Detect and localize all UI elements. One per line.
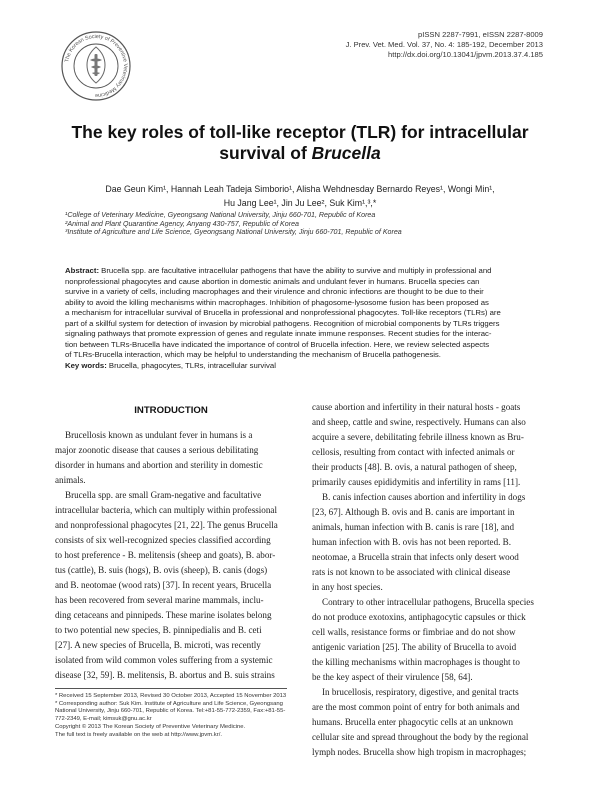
abstract-line: a mechanism for intracellular survival of Brucella in professional and nonprofessional phagocytes. Toll-like receptors (TLRs) are xyxy=(65,308,501,317)
svg-text:The Korean Society of Preventi: The Korean Society of Preventive Veterinary Medicine xyxy=(64,33,129,99)
text-line: disorder in humans and abortion and sterility in domestic xyxy=(55,460,263,470)
text-line: acquire a severe, debilitating febrile illness known as Bru- xyxy=(312,432,524,442)
paper-title xyxy=(60,122,540,164)
text-line: do not produce exotoxins, antiphagocytic capsules or thick xyxy=(312,612,526,622)
text-line: ding cetaceans and pinnipeds. These marine isolates belong xyxy=(55,610,272,620)
keywords-line: Key words: Brucella, phagocytes, TLRs, intracellular survival xyxy=(65,360,276,370)
text-line: rats is not known to be associated with clinical disease xyxy=(312,567,511,577)
text-line: antigenic variation [25]. The ability of Brucella to avoid xyxy=(312,642,517,652)
abstract-line: Abstract: Brucella spp. are facultative intracellular pathogens that have the ability to survive and multiply in professional and xyxy=(65,266,492,275)
text-line: Brucella spp. are small Gram-negative and facultative xyxy=(65,490,262,500)
abstract-line: of TLRs-Brucella interaction, which may be helpful to understanding the mechanism of Brucella pathogenesis. xyxy=(65,350,441,359)
authors-line-2: Hu Jang Lee¹, Jin Ju Lee², Suk Kim¹,³,* xyxy=(223,197,377,208)
abstract-line: survive in a variety of cells, including macrophages and their virulence and chronic infections are thought to be due to their xyxy=(65,287,484,296)
abstract-line: tion between TLRs-Brucella have indicated the importance of control of Brucella infection. Here, we review selected aspects xyxy=(65,339,490,349)
text-line: and nonprofessional phagocytes [21, 22]. The genus Brucella xyxy=(55,520,278,530)
title-line-1: The key roles of toll-like receptor (TLR) for intracellular xyxy=(71,122,529,142)
text-line: animals. xyxy=(55,475,86,485)
text-line: and B. neotomae (wood rats) [37]. In recent years, Brucella xyxy=(55,580,272,590)
text-line: their products [48]. B. ovis, a natural pathogen of sheep, xyxy=(312,462,517,472)
text-line: the killing mechanisms within macrophages is thought to xyxy=(312,657,520,667)
text-line: has been recovered from several marine mammals, inclu- xyxy=(55,595,264,605)
text-line: primarily causes epididymitis and infertility in rams [11]. xyxy=(312,477,521,487)
citation-line: J. Prev. Vet. Med. Vol. 37, No. 4: 185-192, December 2013 xyxy=(345,40,543,49)
footnote-corresponding-cont: National University, Jinju 660-701, Republic of Korea. Tel:+81-55-772-2359, Fax:+81-55- xyxy=(55,708,286,715)
affiliation-2: ²Animal and Plant Quarantine Agency, Anyang 430-757, Republic of Korea xyxy=(65,219,299,228)
abstract-label: Abstract: xyxy=(65,266,100,275)
issn-line: pISSN 2287-7991, eISSN 2287-8009 xyxy=(418,30,543,39)
text-line: to host preference - B. melitensis (sheep and goats), B. abor- xyxy=(55,550,276,560)
text-line: In brucellosis, respiratory, digestive, and genital tracts xyxy=(322,687,519,697)
text-line: major zoonotic disease that causes a serious debilitating xyxy=(55,445,259,455)
text-line: isolated from wild common voles suffering from a systemic xyxy=(55,655,273,665)
author-list xyxy=(60,183,540,210)
affiliations xyxy=(65,211,402,237)
authors-line-1: Dae Geun Kim¹, Hannah Leah Tadeja Simborio¹, Alisha Wehdnesday Bernardo Reyes¹, Wongi Min¹, xyxy=(105,184,495,194)
text-line: cellular site and spread throughout the body by the regional xyxy=(312,732,529,742)
text-line: cause abortion and infertility in their natural hosts - goats xyxy=(312,402,521,412)
left-column xyxy=(55,400,287,683)
intro-text-right xyxy=(312,400,546,760)
text-line: human infection with B. ovis has not been reported. B. xyxy=(312,537,512,547)
abstract-line: part of a skillful system for detection of invasion by microbial pathogens. Recognition of microbial components by TLRs triggers xyxy=(65,318,500,328)
text-line: Brucellosis known as undulant fever in humans is a xyxy=(65,430,253,440)
text-line: disease [32, 59]. B. melitensis, B. abortus and B. suis strains xyxy=(55,670,275,680)
keywords-label: Key words: xyxy=(65,360,107,370)
text-line: and sheep, cattle and swine, respectively. Humans can also xyxy=(312,417,526,427)
title-line-2: survival of Brucella xyxy=(219,143,381,163)
text-line: cellosis, resulting from contact with infected animals or xyxy=(312,447,515,457)
text-line: [27]. A new species of Brucella, B. microti, was recently xyxy=(55,640,261,650)
abstract-line: ability to avoid the killing mechanisms within macrophages. Inhibition of phagosome-lysosome fusion has been proposed as xyxy=(65,297,489,307)
journal-header xyxy=(346,30,543,60)
footnotes xyxy=(55,688,287,739)
intro-text-left xyxy=(55,428,287,683)
affiliation-1: ¹College of Veterinary Medicine, Gyeongsang National University, Jinju 660-701, Republic of Korea xyxy=(65,211,376,219)
doi-line: http://dx.doi.org/10.13041/jpvm.2013.37.4.185 xyxy=(388,50,543,59)
text-line: tus (cattle), B. suis (hogs), B. ovis (sheep), B. canis (dogs) xyxy=(55,565,268,575)
footnote-corresponding: * Corresponding author: Suk Kim. Institute of Agriculture and Life Science, Gyeongsang xyxy=(55,700,283,707)
abstract-line: signaling pathways that promote expression of genes and regulate innate immune responses. Recent studies for the interac- xyxy=(65,329,492,338)
text-line: are the most common point of entry for both animals and xyxy=(312,702,520,712)
text-line: in any host species. xyxy=(312,582,383,592)
text-line: humans. Brucella enter phagocytic cells at an unknown xyxy=(312,717,514,727)
section-heading-introduction: INTRODUCTION xyxy=(134,405,208,416)
abstract xyxy=(65,266,535,371)
text-line: neotomae, a Brucella strain that infects only desert wood xyxy=(312,552,519,562)
text-line: [23, 67]. Although B. ovis and B. canis are important in xyxy=(312,507,515,517)
abstract-line: nonprofessional phagocytes and cause abortion in domestic animals and undulant fever in humans. Brucella species can xyxy=(65,276,480,286)
affiliation-3: ³Institute of Agriculture and Life Science, Gyeongsang National University, Jinju 660-701, Republic of Korea xyxy=(65,228,402,237)
footnote-received: * Received 15 September 2013, Revised 30 October 2013, Accepted 15 November 2013 xyxy=(55,693,287,699)
text-line: B. canis infection causes abortion and infertility in dogs xyxy=(322,492,526,502)
text-line: Contrary to other intracellular pathogens, Brucella species xyxy=(322,597,534,607)
footnote-copyright: Copyright © 2013 The Korean Society of Preventive Veterinary Medicine. xyxy=(55,723,246,730)
right-column xyxy=(312,400,546,760)
footnote-corresponding-cont: 772-2349, E-mail; kimsuk@gnu.ac.kr xyxy=(55,716,152,723)
society-seal-logo xyxy=(60,30,132,102)
text-line: to two potential new species, B. pinnipedialis and B. ceti xyxy=(55,625,262,635)
footnote-availability: The full text is freely available on the web at http://www.jpvm.kr/. xyxy=(55,731,222,738)
text-line: cell walls, resistance forms or fimbriae and do not show xyxy=(312,627,516,637)
text-line: consists of six well-recognized species classified according xyxy=(55,535,271,545)
text-line: be the key aspect of their virulence [58, 64]. xyxy=(312,672,473,682)
text-line: animals, human infection with B. canis is rare [18], and xyxy=(312,522,515,532)
text-line: lymph nodes. Brucella show high tropism in macrophages; xyxy=(312,747,527,757)
text-line: intracellular bacteria, which can multiply within professional xyxy=(55,505,277,515)
